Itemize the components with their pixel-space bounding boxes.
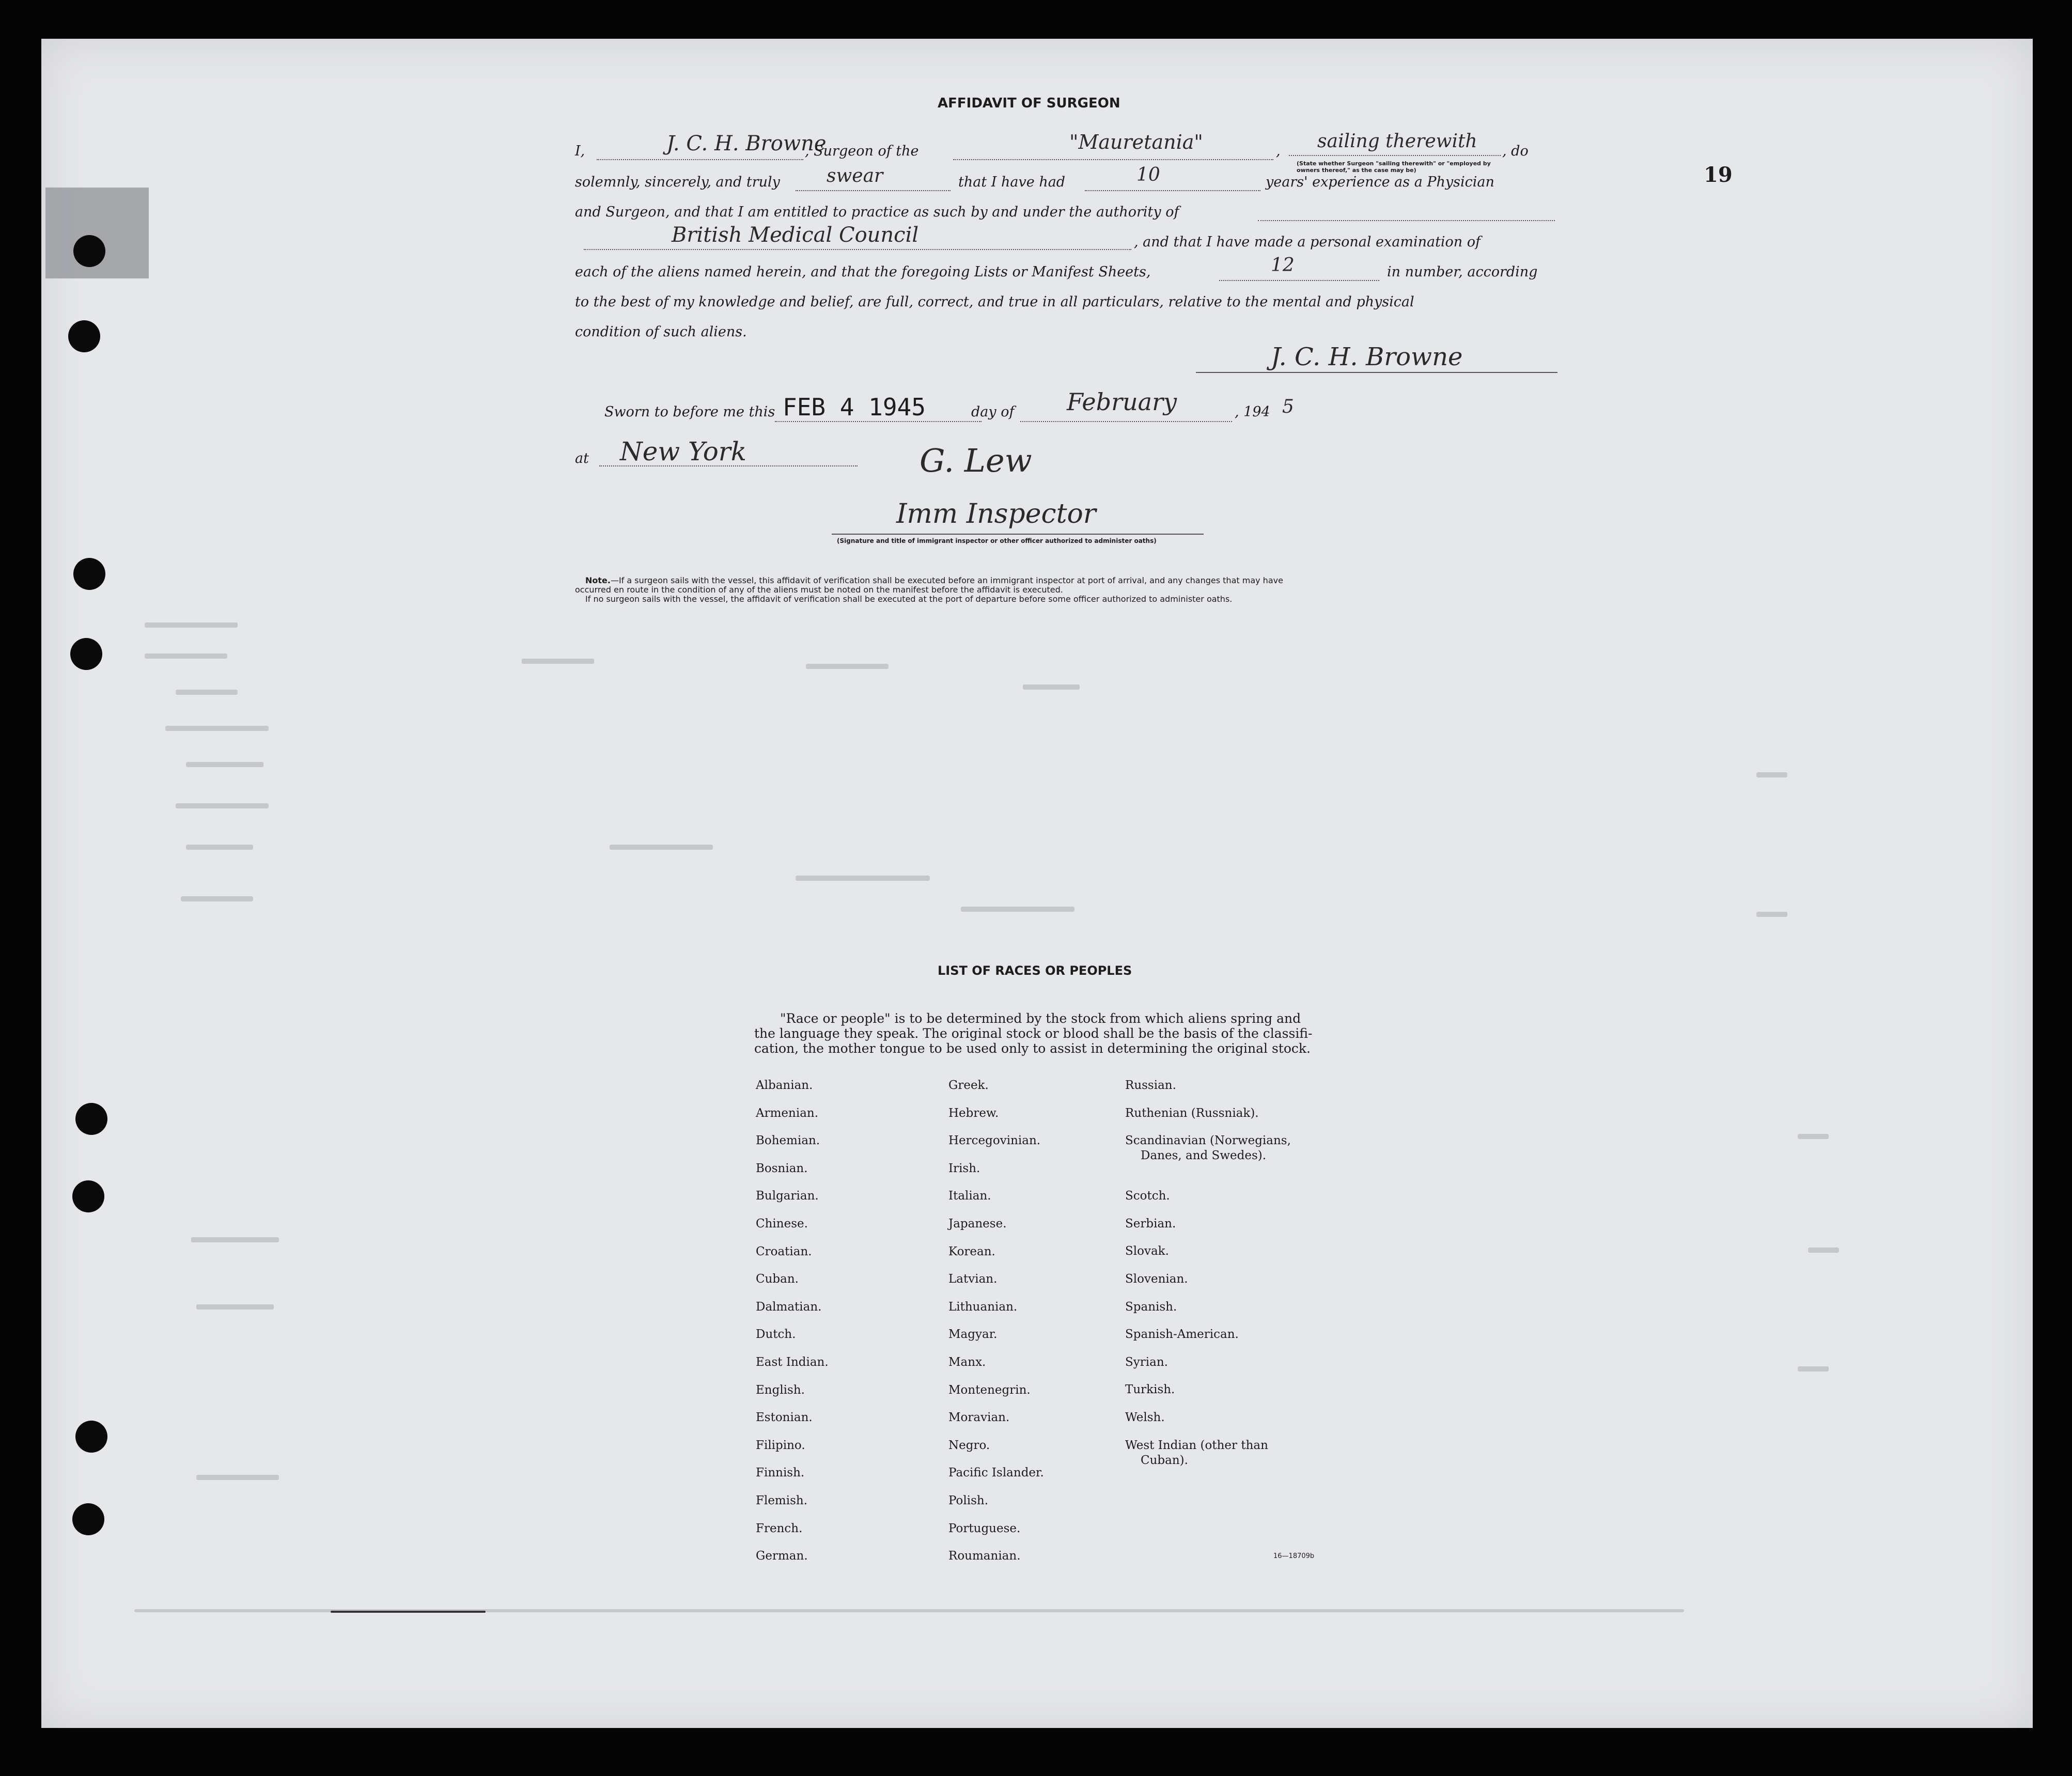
race-item: Cuban). [1141, 1453, 1188, 1467]
race-item: Russian. [1125, 1079, 1176, 1092]
race-item: Filipino. [756, 1438, 805, 1452]
race-item: Spanish-American. [1125, 1328, 1239, 1342]
races-column-3 [1125, 1072, 1291, 1468]
sheets-field [1219, 280, 1379, 281]
race-item: Dutch. [756, 1328, 796, 1342]
race-item: Pacific Islander. [948, 1466, 1044, 1480]
sailing-status: sailing therewith [1317, 131, 1477, 152]
note-line1: —If a surgeon sails with the vessel, this affidavit of verification shall be executed before an immigrant inspector at port of arrival, and any changes that may have [610, 575, 1283, 585]
race-item: Hercegovinian. [948, 1134, 1041, 1148]
punch-hole [70, 638, 102, 670]
sailing-note: (State whether Surgeon "sailing therewith" or "employed by owners thereof," as the case may be) [1297, 160, 1491, 174]
race-item: Flemish. [756, 1493, 808, 1507]
race-item: Spanish. [1125, 1300, 1177, 1314]
sworn-month-field [1020, 421, 1232, 422]
officer-signature-line [832, 534, 1204, 535]
officer-signature: G. Lew [920, 442, 1032, 479]
oath-field [796, 190, 951, 191]
sworn-year-prefix: , 194 [1235, 404, 1270, 420]
race-item: Roumanian. [948, 1549, 1021, 1563]
race-item: Hebrew. [948, 1106, 999, 1120]
sheets-value: 12 [1271, 255, 1295, 276]
note-line2: occurred en route in the condition of any of the aliens must be noted on the manifest before the affidavit is executed. [575, 585, 1063, 595]
race-item: Armenian. [756, 1106, 819, 1120]
punch-hole [72, 1180, 104, 1212]
race-item: Serbian. [1125, 1217, 1176, 1230]
race-item: Scandinavian (Norwegians, [1125, 1134, 1291, 1148]
race-item: French. [756, 1521, 803, 1535]
race-item: Italian. [948, 1189, 991, 1203]
surgeon-name-field [597, 159, 803, 160]
years-value: 10 [1136, 164, 1160, 185]
affidavit-note [575, 576, 1556, 604]
punch-hole [68, 320, 100, 352]
races-column-2 [948, 1072, 1044, 1570]
affidavit-line1-mid: , Surgeon of the [805, 143, 919, 159]
affidavit-line1-comma: , [1276, 143, 1281, 159]
races-intro-line3: cation, the mother tongue to be used only to assist in determining the original stock. [754, 1041, 1311, 1056]
line3-field [1258, 220, 1555, 221]
race-item: Albanian. [756, 1079, 813, 1092]
race-item: Bulgarian. [756, 1189, 819, 1203]
affidavit-line2-mid: that I have had [958, 174, 1066, 190]
punch-hole [73, 235, 105, 267]
punch-hole [73, 558, 105, 590]
race-item: Ruthenian (Russniak). [1125, 1106, 1259, 1120]
race-item: Finnish. [756, 1466, 805, 1480]
race-item: Portuguese. [948, 1521, 1021, 1535]
race-item: Scotch. [1125, 1189, 1170, 1203]
sworn-day-of: day of [971, 404, 1015, 420]
race-item: Japanese. [948, 1217, 1007, 1230]
race-item: Montenegrin. [948, 1383, 1031, 1397]
race-item: Greek. [948, 1079, 989, 1092]
races-intro-line1: "Race or people" is to be determined by the stock from which aliens spring and [780, 1011, 1301, 1026]
races-intro [754, 1011, 1312, 1056]
race-item: Cuban. [756, 1272, 799, 1286]
races-title: LIST OF RACES OR PEOPLES [938, 963, 1132, 978]
races-intro-line2: the language they speak. The original stock or blood shall be the basis of the classifi- [754, 1026, 1313, 1041]
punch-hole [72, 1503, 104, 1535]
sworn-label: Sworn to before me this [604, 404, 775, 420]
race-item: Turkish. [1125, 1383, 1175, 1397]
oath-word: swear [827, 165, 883, 186]
race-item: Danes, and Swedes). [1141, 1149, 1267, 1163]
race-item: West Indian (other than [1125, 1438, 1268, 1452]
race-item: Lithuanian. [948, 1300, 1018, 1314]
race-item: Magyar. [948, 1328, 998, 1342]
race-item: East Indian. [756, 1355, 829, 1369]
at-label: at [575, 450, 589, 466]
race-item: Dalmatian. [756, 1300, 822, 1314]
surgeon-name: J. C. H. Browne [666, 132, 827, 155]
affidavit-line1-start: I, [575, 143, 585, 159]
note-line3: If no surgeon sails with the vessel, the affidavit of verification shall be executed at the port of departure before some officer authorized to administer oaths. [585, 594, 1233, 604]
race-item: Moravian. [948, 1411, 1010, 1425]
affidavit-line4: , and that I have made a personal examination of [1134, 234, 1481, 250]
affidavit-line5-start: each of the aliens named herein, and that the foregoing Lists or Manifest Sheets, [575, 264, 1151, 280]
race-item: Estonian. [756, 1411, 813, 1425]
race-item: Korean. [948, 1244, 995, 1258]
affidavit-line6: to the best of my knowledge and belief, are full, correct, and true in all particulars, relative to the mental and physical [575, 294, 1414, 310]
affidavit-line1-end: , do [1502, 143, 1529, 159]
form-number: 16—18709b [1273, 1552, 1315, 1560]
sailing-field [1289, 155, 1501, 156]
affidavit-title: AFFIDAVIT OF SURGEON [938, 96, 1120, 111]
race-item: Slovak. [1125, 1244, 1169, 1258]
document-sheet [41, 39, 2033, 1728]
race-item: Chinese. [756, 1217, 808, 1230]
officer-caption: (Signature and title of immigrant inspector or other officer authorized to administer oaths) [837, 537, 1157, 544]
sworn-date-stamp: FEB 4 1945 [783, 393, 926, 421]
race-item: Irish. [948, 1161, 980, 1175]
race-item: Syrian. [1125, 1355, 1168, 1369]
surgeon-signature: J. C. H. Browne [1271, 342, 1463, 371]
vessel-field [953, 159, 1273, 160]
punch-hole [75, 1421, 107, 1453]
affidavit-line5-end: in number, according [1387, 264, 1538, 280]
page-number: 19 [1704, 163, 1733, 187]
place-value: New York [620, 437, 746, 466]
affidavit-line2-end: years' experience as a Physician [1266, 174, 1494, 190]
race-item: German. [756, 1549, 808, 1563]
race-item: Bohemian. [756, 1134, 820, 1148]
race-item: Welsh. [1125, 1410, 1165, 1424]
race-item: Croatian. [756, 1244, 812, 1258]
vessel-name: "Mauretania" [1069, 131, 1203, 153]
authority-value: British Medical Council [672, 223, 919, 247]
officer-title: Imm Inspector [896, 498, 1096, 529]
race-item: Negro. [948, 1438, 990, 1452]
affidavit-line2-start: solemnly, sincerely, and truly [575, 174, 780, 190]
affidavit-line3: and Surgeon, and that I am entitled to practice as such by and under the authority of [575, 204, 1179, 220]
sworn-month: February [1067, 388, 1177, 416]
race-item: Slovenian. [1125, 1272, 1188, 1286]
years-field [1085, 190, 1260, 191]
race-item: Manx. [948, 1355, 986, 1369]
races-column-1 [756, 1072, 829, 1570]
affidavit-line7: condition of such aliens. [575, 324, 747, 340]
race-item: Bosnian. [756, 1161, 808, 1175]
surgeon-signature-line [1196, 372, 1557, 373]
race-item: English. [756, 1383, 805, 1397]
punch-hole [75, 1103, 107, 1135]
race-item: Polish. [948, 1493, 989, 1507]
sworn-date-field [775, 421, 982, 422]
race-item: Latvian. [948, 1272, 998, 1286]
note-lead: Note. [585, 575, 611, 585]
authority-field [584, 249, 1131, 250]
sworn-year-digit: 5 [1282, 396, 1294, 417]
